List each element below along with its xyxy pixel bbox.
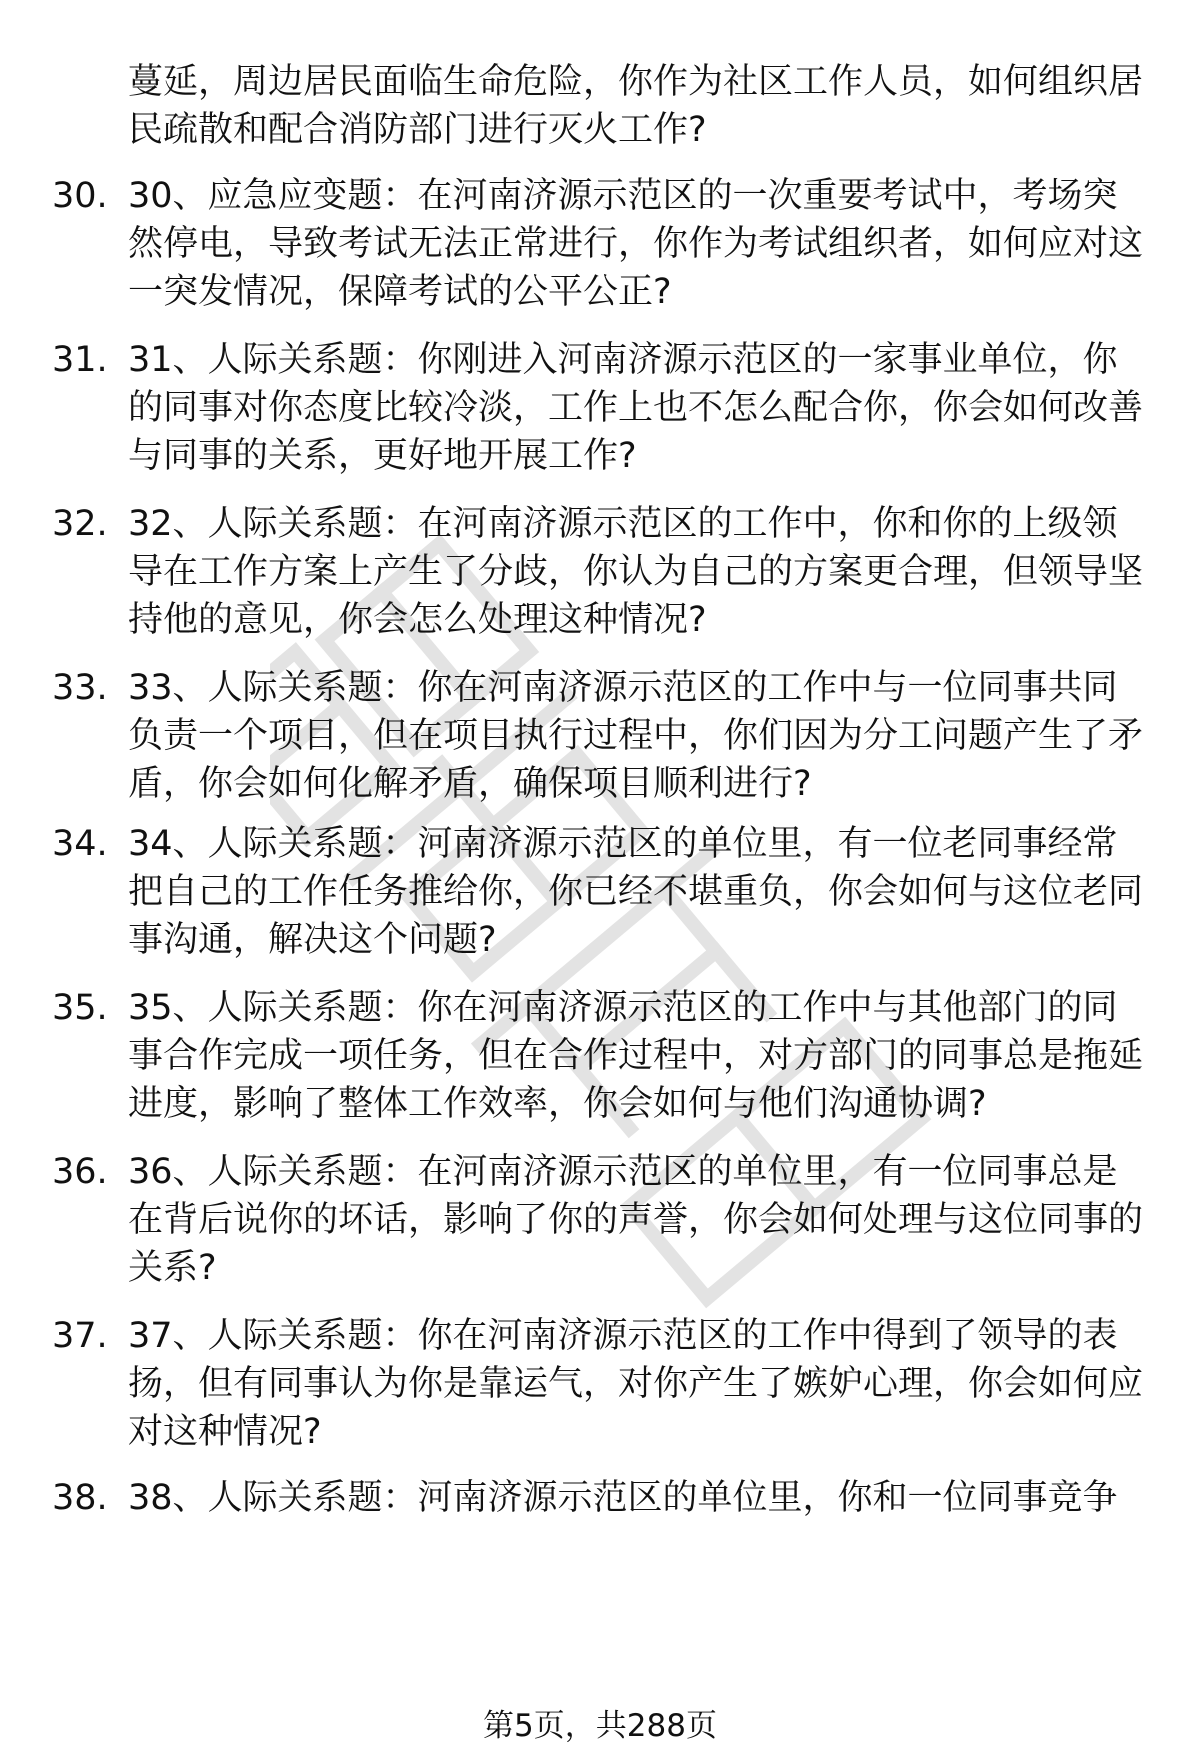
item-text: 33、人际关系题：你在河南济源示范区的工作中与一位同事共同负责一个项目，但在项目执行过程中，你们因为分工问题产生了矛盾，你会如何化解矛盾，确保项目顺利进行? — [128, 668, 1144, 804]
item-number: 37. — [52, 1316, 108, 1356]
item-text: 37、人际关系题：你在河南济源示范区的工作中得到了领导的表扬，但有同事认为你是靠运气，对你产生了嫉妒心理，你会如何应对这种情况? — [128, 1316, 1144, 1452]
continuation-text: 蔓延，周边居民面临生命危险，你作为社区工作人员，如何组织居民疏散和配合消防部门进行灭火工作? — [128, 62, 1144, 150]
item-text: 31、人际关系题：你刚进入河南济源示范区的一家事业单位，你的同事对你态度比较冷淡，工作上也不怎么配合你，你会如何改善与同事的关系，更好地开展工作? — [128, 340, 1144, 476]
item-text: 30、应急应变题：在河南济源示范区的一次重要考试中，考场突然停电，导致考试无法正常进行，你作为考试组织者，如何应对这一突发情况，保障考试的公平公正? — [128, 176, 1144, 312]
item-number: 35. — [52, 988, 108, 1028]
item-number: 38. — [52, 1478, 108, 1518]
item-number: 33. — [52, 668, 108, 708]
item-text: 32、人际关系题：在河南济源示范区的工作中，你和你的上级领导在工作方案上产生了分歧，你认为自己的方案更合理，但领导坚持他的意见，你会怎么处理这种情况? — [128, 504, 1144, 640]
item-number: 36. — [52, 1152, 108, 1192]
item-number: 31. — [52, 340, 108, 380]
item-number: 34. — [52, 824, 108, 864]
item-text: 34、人际关系题：河南济源示范区的单位里，有一位老同事经常把自己的工作任务推给你，你已经不堪重负，你会如何与这位老同事沟通，解决这个问题? — [128, 824, 1144, 960]
item-text: 35、人际关系题：你在河南济源示范区的工作中与其他部门的同事合作完成一项任务，但在合作过程中，对方部门的同事总是拖延进度，影响了整体工作效率，你会如何与他们沟通协调? — [128, 988, 1144, 1124]
item-text: 36、人际关系题：在河南济源示范区的单位里，有一位同事总是在背后说你的坏话，影响了你的声誉，你会如何处理与这位同事的关系? — [128, 1152, 1144, 1288]
item-number: 32. — [52, 504, 108, 544]
item-number: 30. — [52, 176, 108, 216]
page-footer: 第5页，共288页 — [483, 1708, 717, 1744]
item-text: 38、人际关系题：河南济源示范区的单位里，你和一位同事竞争 — [128, 1478, 1118, 1518]
